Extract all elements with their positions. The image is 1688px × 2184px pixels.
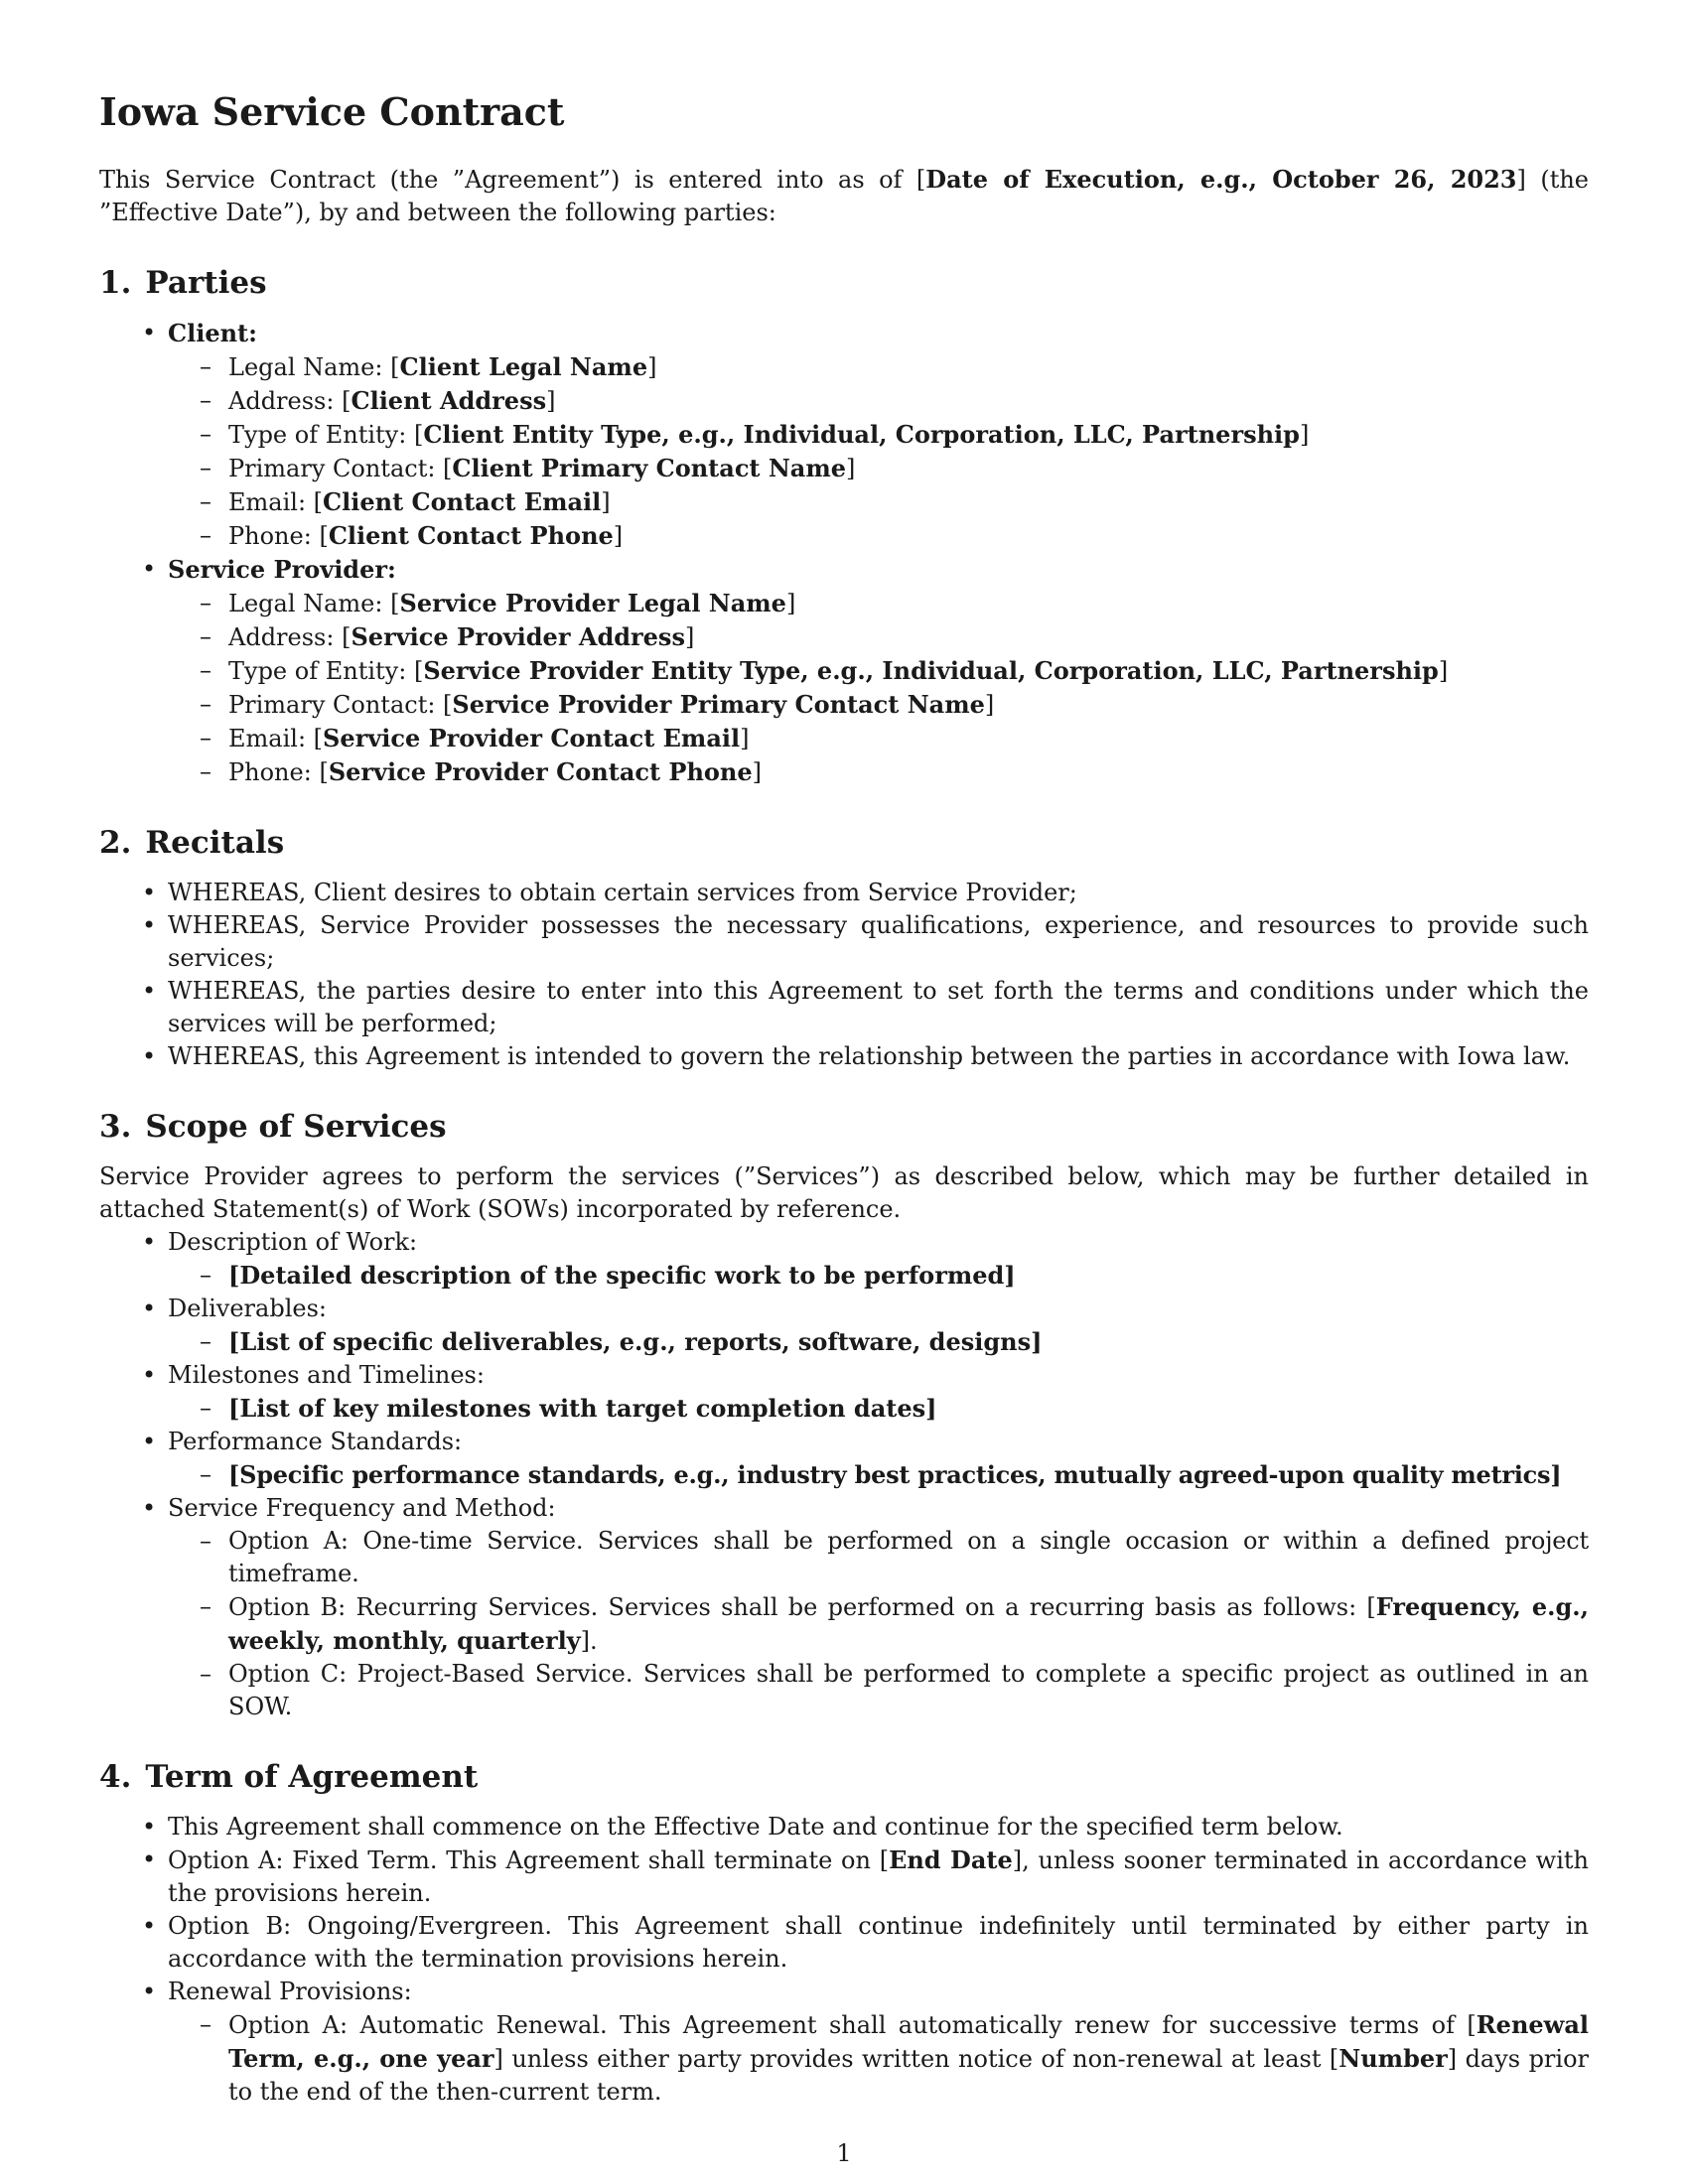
renewal-text: Option A: Automatic Renewal. This Agreement shall automatically renew for successive terms of [ <box>228 2011 1477 2039</box>
renewal-text: ] unless either party provides written notice of non-renewal at least [ <box>493 2045 1339 2073</box>
recital-item: • WHEREAS, Service Provider possesses the necessary qualifications, experience, and resources to provide such services; <box>99 909 1589 975</box>
parties-list <box>99 317 1589 789</box>
section-heading <box>99 823 1589 863</box>
field-label: Phone: <box>228 522 320 550</box>
client-label: Client: <box>168 319 257 347</box>
intro-text: This Service Contract (the ”Agreement”) is entered into as of [ <box>99 166 926 194</box>
scope-item <box>99 1226 1589 1293</box>
field-value: Client Address <box>351 386 547 415</box>
term-list <box>99 1811 1589 2109</box>
placeholder-text: End Date <box>889 1845 1013 1874</box>
scope-sublist <box>168 1392 1589 1426</box>
provider-field: – Type of Entity: [Service Provider Entity Type, e.g., Individual, Corporation, LLC, Partnership] <box>168 654 1589 688</box>
field-label: Primary Contact: <box>228 455 444 482</box>
field-value: Service Provider Entity Type, e.g., Individual, Corporation, LLC, Partnership <box>423 656 1439 685</box>
field-label: Type of Entity: <box>228 421 414 449</box>
intro-text: ] (the ”Effective Date”), by and between the following parties: <box>99 166 1590 226</box>
field-label: Email: <box>228 488 314 516</box>
scope-label: Service Frequency and Method: <box>168 1494 556 1522</box>
scope-value: – [List of key milestones with target completion dates] <box>168 1392 1589 1426</box>
client-item <box>99 317 1589 553</box>
document-page <box>99 87 1589 2109</box>
option-a: – Option A: One-time Service. Services shall be performed on a single occasion or within a defined project timeframe. <box>168 1525 1589 1590</box>
section-title: Recitals <box>145 825 285 861</box>
scope-item <box>99 1492 1589 1723</box>
field-label: Phone: <box>228 758 320 786</box>
field-value: Service Provider Contact Phone <box>328 757 753 786</box>
client-field: – Address: [Client Address] <box>168 384 1589 418</box>
field-value: Service Provider Address <box>351 622 685 651</box>
field-label: Legal Name: <box>228 353 391 381</box>
scope-label: Milestones and Timelines: <box>168 1361 485 1389</box>
client-field: – Phone: [Client Contact Phone] <box>168 519 1589 553</box>
option-c: – Option C: Project-Based Service. Services shall be performed to complete a specific project as outlined in an SOW. <box>168 1658 1589 1723</box>
section-scope <box>99 1107 1589 1723</box>
scope-value: – [Specific performance standards, e.g., industry best practices, mutually agreed-upon quality metrics] <box>168 1458 1589 1492</box>
field-value: Client Contact Phone <box>328 521 614 550</box>
recitals-list <box>99 877 1589 1073</box>
scope-item <box>99 1359 1589 1426</box>
scope-label: Performance Standards: <box>168 1428 463 1455</box>
provider-field: – Address: [Service Provider Address] <box>168 620 1589 654</box>
client-field: – Email: [Client Contact Email] <box>168 485 1589 519</box>
scope-value: – [Detailed description of the specific work to be performed] <box>168 1259 1589 1293</box>
renewal-text: ] days prior to the end of the then-current term. <box>228 2045 1589 2106</box>
scope-sublist <box>168 1458 1589 1492</box>
placeholder-text: List of specific deliverables, e.g., reports, software, designs <box>239 1327 1032 1356</box>
renewal-options <box>168 2008 1589 2109</box>
term-item <box>99 1976 1589 2109</box>
frequency-options <box>168 1525 1589 1723</box>
intro-paragraph <box>99 163 1589 229</box>
section-number: 1. <box>99 265 132 301</box>
client-field: – Primary Contact: [Client Primary Contact Name] <box>168 452 1589 485</box>
recital-item: • WHEREAS, Client desires to obtain certain services from Service Provider; <box>99 877 1589 909</box>
scope-sublist <box>168 1259 1589 1293</box>
placeholder-text: Specific performance standards, e.g., industry best practices, mutually agreed-upon quality metrics <box>239 1460 1551 1489</box>
term-item <box>99 1843 1589 1910</box>
provider-field: – Legal Name: [Service Provider Legal Name] <box>168 587 1589 620</box>
section-parties <box>99 263 1589 789</box>
provider-field: – Email: [Service Provider Contact Email] <box>168 722 1589 755</box>
section-number: 2. <box>99 825 132 861</box>
provider-label: Service Provider: <box>168 555 396 584</box>
section-title: Term of Agreement <box>145 1759 479 1795</box>
section-heading <box>99 263 1589 303</box>
recital-item: • WHEREAS, the parties desire to enter into this Agreement to set forth the terms and conditions under which the services will be performed; <box>99 975 1589 1040</box>
client-fields <box>168 350 1589 553</box>
document-title: Iowa Service Contract <box>99 89 565 134</box>
section-recitals <box>99 823 1589 1073</box>
scope-label: Deliverables: <box>168 1295 327 1322</box>
provider-field: – Primary Contact: [Service Provider Primary Contact Name] <box>168 688 1589 722</box>
term-item: • This Agreement shall commence on the Effective Date and continue for the specified term below. <box>99 1811 1589 1843</box>
field-value: Client Entity Type, e.g., Individual, Corporation, LLC, Partnership <box>423 420 1300 449</box>
field-value: Service Provider Primary Contact Name <box>452 690 985 719</box>
field-value: Service Provider Contact Email <box>323 724 741 752</box>
option-text: Option B: Recurring Services. Services shall be performed on a recurring basis as follows: [ <box>228 1593 1376 1621</box>
client-field: – Type of Entity: [Client Entity Type, e.g., Individual, Corporation, LLC, Partnership] <box>168 418 1589 452</box>
provider-item <box>99 553 1589 789</box>
scope-sublist <box>168 1325 1589 1359</box>
placeholder-text: Renewal Term, e.g., one year <box>228 2010 1589 2073</box>
field-value: Client Primary Contact Name <box>452 454 847 482</box>
renewal-option-a <box>168 2008 1589 2109</box>
field-label: Email: <box>228 725 314 752</box>
term-text: Option A: Fixed Term. This Agreement shall terminate on [ <box>168 1846 890 1874</box>
field-label: Primary Contact: <box>228 691 444 719</box>
field-value: Client Contact Email <box>323 487 602 516</box>
term-text: ], unless sooner terminated in accordance with the provisions herein. <box>168 1846 1589 1907</box>
provider-field: – Phone: [Service Provider Contact Phone] <box>168 755 1589 789</box>
section-term <box>99 1757 1589 2109</box>
option-b <box>168 1590 1589 1658</box>
scope-value: – [List of specific deliverables, e.g., reports, software, designs] <box>168 1325 1589 1359</box>
placeholder-text: Frequency, e.g., weekly, monthly, quarterly <box>228 1592 1589 1655</box>
section-heading <box>99 1107 1589 1147</box>
field-label: Type of Entity: <box>228 657 414 685</box>
renewal-label: Renewal Provisions: <box>168 1978 412 2005</box>
placeholder-text: Number <box>1338 2044 1448 2073</box>
client-field: – Legal Name: [Client Legal Name] <box>168 350 1589 384</box>
execution-date-placeholder: Date of Execution, e.g., October 26, 2023 <box>925 165 1517 194</box>
section-number: 3. <box>99 1109 132 1145</box>
scope-item <box>99 1293 1589 1359</box>
field-label: Address: <box>228 387 343 415</box>
page-number: 1 <box>836 2139 852 2167</box>
scope-intro: Service Provider agrees to perform the services (”Services”) as described below, which may be further detailed in attached Statement(s) of Work (SOWs) incorporated by reference. <box>99 1162 1589 1223</box>
field-value: Service Provider Legal Name <box>399 589 786 617</box>
term-item: • Option B: Ongoing/Evergreen. This Agreement shall continue indefinitely until terminated by either party in accordance with the termination provisions herein. <box>99 1910 1589 1976</box>
field-value: Client Legal Name <box>399 352 648 381</box>
placeholder-text: Detailed description of the specific work to be performed <box>239 1261 1005 1290</box>
scope-label: Description of Work: <box>168 1228 418 1256</box>
section-number: 4. <box>99 1759 132 1795</box>
provider-fields <box>168 587 1589 789</box>
section-title: Parties <box>145 265 267 301</box>
field-label: Legal Name: <box>228 590 391 617</box>
recital-item: • WHEREAS, this Agreement is intended to govern the relationship between the parties in accordance with Iowa law. <box>99 1040 1589 1073</box>
field-label: Address: <box>228 623 343 651</box>
section-title: Scope of Services <box>145 1109 447 1145</box>
placeholder-text: List of key milestones with target completion dates <box>239 1394 926 1423</box>
scope-list <box>99 1226 1589 1723</box>
option-text: ]. <box>580 1627 598 1655</box>
scope-item <box>99 1426 1589 1492</box>
section-heading <box>99 1757 1589 1797</box>
